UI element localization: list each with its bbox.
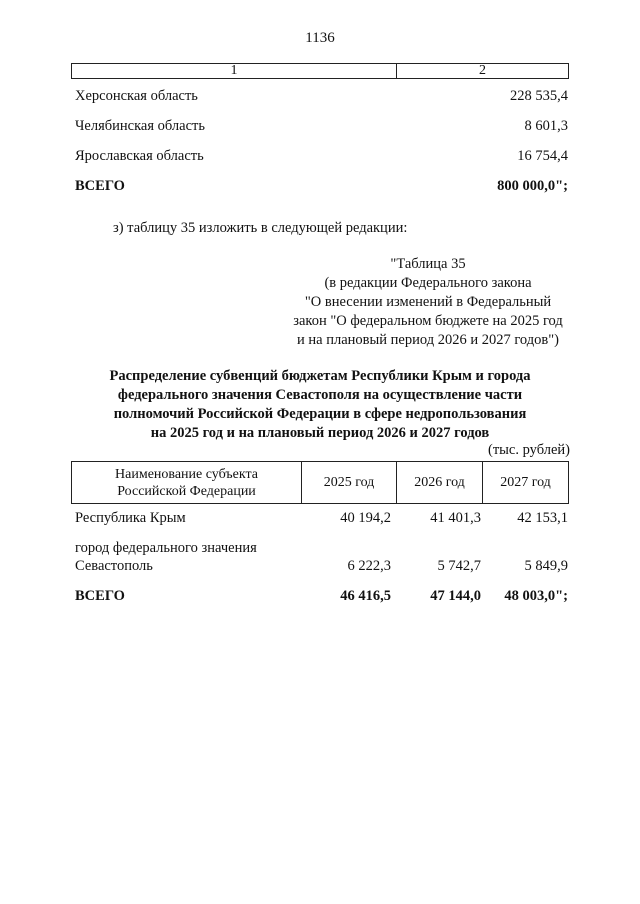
table-note-line: закон "О федеральном бюджете на 2025 год bbox=[293, 313, 563, 329]
table2-row-name: Республика Крым bbox=[75, 510, 186, 526]
table2-cell-2027: 5 849,9 bbox=[524, 558, 568, 574]
table-note-line: "О внесении изменений в Федеральный bbox=[304, 294, 552, 310]
table-title-line: федерального значения Севастополя на осуществление части bbox=[117, 387, 523, 403]
table-note-line: "Таблица 35 bbox=[390, 256, 466, 272]
units-label: (тыс. рублей) bbox=[488, 442, 570, 458]
table1-total-label: ВСЕГО bbox=[75, 178, 125, 194]
table1-total-value: 800 000,0"; bbox=[497, 178, 568, 194]
table1-header-col2: 2 bbox=[479, 63, 486, 78]
table-note-line: (в редакции Федерального закона bbox=[324, 275, 532, 291]
table2-header bbox=[71, 461, 569, 504]
table2-cell-2025: 40 194,2 bbox=[340, 510, 391, 526]
table2-header-name bbox=[72, 462, 302, 503]
table2-header-2027: 2027 год bbox=[500, 475, 551, 490]
table2-header-name-text: Наименование субъекта Российской Федерации bbox=[115, 466, 258, 499]
table-title-line: полномочий Российской Федерации в сфере недропользования bbox=[113, 406, 527, 422]
table2-header-2025: 2025 год bbox=[302, 462, 397, 503]
table1-row-name: Херсонская область bbox=[75, 88, 198, 104]
table-title-line: на 2025 год и на плановый период 2026 и 2027 годов bbox=[150, 425, 490, 441]
table-title-line: Распределение субвенций бюджетам Республики Крым и города bbox=[109, 368, 531, 384]
table1-row-name: Челябинская область bbox=[75, 118, 205, 134]
table2-row-name: город федерального значения bbox=[75, 540, 257, 556]
page-number: 1136 bbox=[305, 30, 335, 46]
table1-row-value: 16 754,4 bbox=[517, 148, 568, 164]
table2-cell-2025: 6 222,3 bbox=[347, 558, 391, 574]
table2-row-name-cont: Севастополь bbox=[75, 558, 153, 574]
table2-total-label: ВСЕГО bbox=[75, 588, 125, 604]
table1-header-col1: 1 bbox=[72, 64, 397, 78]
table1-header bbox=[71, 63, 569, 79]
table2-cell-2026: 5 742,7 bbox=[437, 558, 481, 574]
instruction-text: з) таблицу 35 изложить в следующей редакции: bbox=[113, 220, 408, 236]
table1-row-name: Ярославская область bbox=[75, 148, 204, 164]
table2-total-2025: 46 416,5 bbox=[340, 588, 391, 604]
table1-row-value: 8 601,3 bbox=[524, 118, 568, 134]
table2-total-2026: 47 144,0 bbox=[430, 588, 481, 604]
table2-cell-2027: 42 153,1 bbox=[517, 510, 568, 526]
table2-header-2026: 2026 год bbox=[397, 462, 483, 503]
table1-row-value: 228 535,4 bbox=[510, 88, 568, 104]
table2-total-2027: 48 003,0"; bbox=[504, 588, 568, 604]
table2-cell-2026: 41 401,3 bbox=[430, 510, 481, 526]
table-note-line: и на плановый период 2026 и 2027 годов") bbox=[297, 332, 559, 348]
